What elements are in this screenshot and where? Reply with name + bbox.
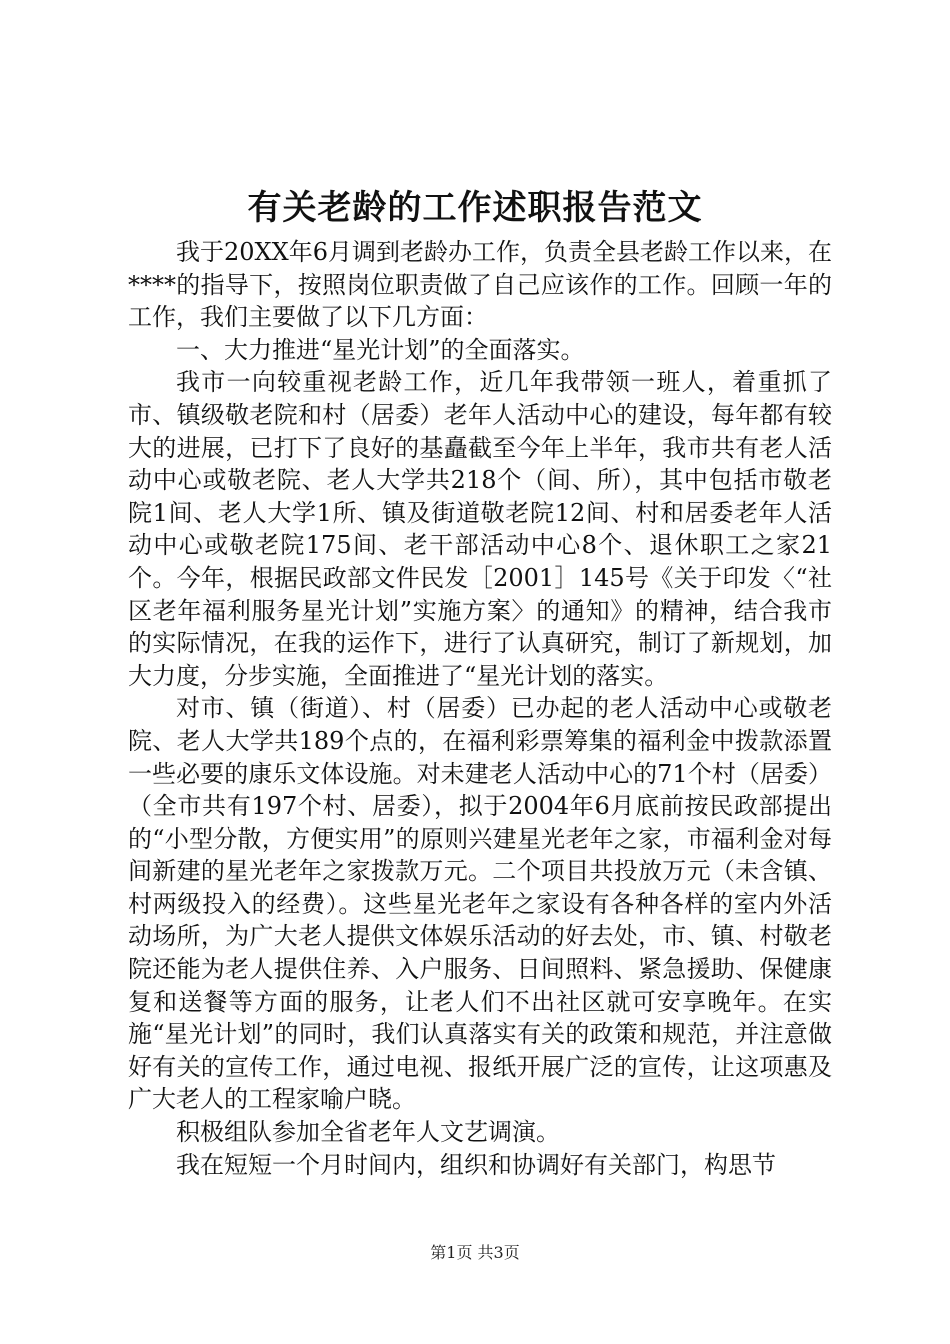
document-title: 有关老龄的工作述职报告范文: [247, 188, 703, 228]
paragraph-performance-heading: 积极组队参加全省老年人文艺调演。: [176, 1118, 560, 1147]
paragraph-star-plan: 我市一向较重视老龄工作，近几年我带领一班人，着重抓了市、镇级敬老院和村（居委）老年人活动中心的建设，每年都有较大的进展，已打下了良好的基矗截至今年上半年，我市共有老人活动中心或敬老院、老人大学共218个（间、所），其中包括市敬老院1间、老人大学1所、镇及街道敬老院12间、村和居委老年人活动中心或敬老院175间、老干部活动中心8个、退休职工之家21个。今年，根据民政部文件民发［2001］145号《关于印发〈“社区老年福利服务星光计划”实施方案〉的通知》的精神，结合我市的实际情况，在我的运作下，进行了认真研究，制订了新规划，加大力度，分步实施，全面推进了“星光计划的落实。: [128, 368, 832, 690]
document-body: [128, 236, 832, 1181]
paragraph-funding: 对市、镇（街道）、村（居委）已办起的老人活动中心或敬老院、老人大学共189个点的，在福利彩票筹集的福利金中拨款添置一些必要的康乐文体设施。对未建老人活动中心的71个村（居委）（全市共有197个村、居委），拟于2004年6月底前按民政部提出的“小型分散，方便实用”的原则兴建星光老年之家，市福利金对每间新建的星光老年之家拨款万元。二个项目共投放万元（未含镇、村两级投入的经费）。这些星光老年之家设有各种各样的室内外活动场所，为广大老人提供文体娱乐活动的好去处，市、镇、村敬老院还能为老人提供住养、入户服务、日间照料、紧急援助、保健康复和送餐等方面的服务，让老人们不出社区就可安享晚年。在实施“星光计划”的同时，我们认真落实有关的政策和规范，并注意做好有关的宣传工作，通过电视、报纸开展广泛的宣传，让这项惠及广大老人的工程家喻户晓。: [128, 694, 832, 1114]
page-number-footer: 第1页 共3页: [430, 1243, 520, 1262]
paragraph-intro: 我于20XX年6月调到老龄办工作，负责全县老龄工作以来，在****的指导下，按照岗位职责做了自己应该作的工作。回顾一年的工作，我们主要做了以下几方面：: [128, 238, 832, 332]
paragraph-performance: 我在短短一个月时间内，组织和协调好有关部门，构思节: [176, 1150, 776, 1179]
paragraph-section-heading: 一、大力推进“星光计划”的全面落实。: [176, 335, 585, 364]
